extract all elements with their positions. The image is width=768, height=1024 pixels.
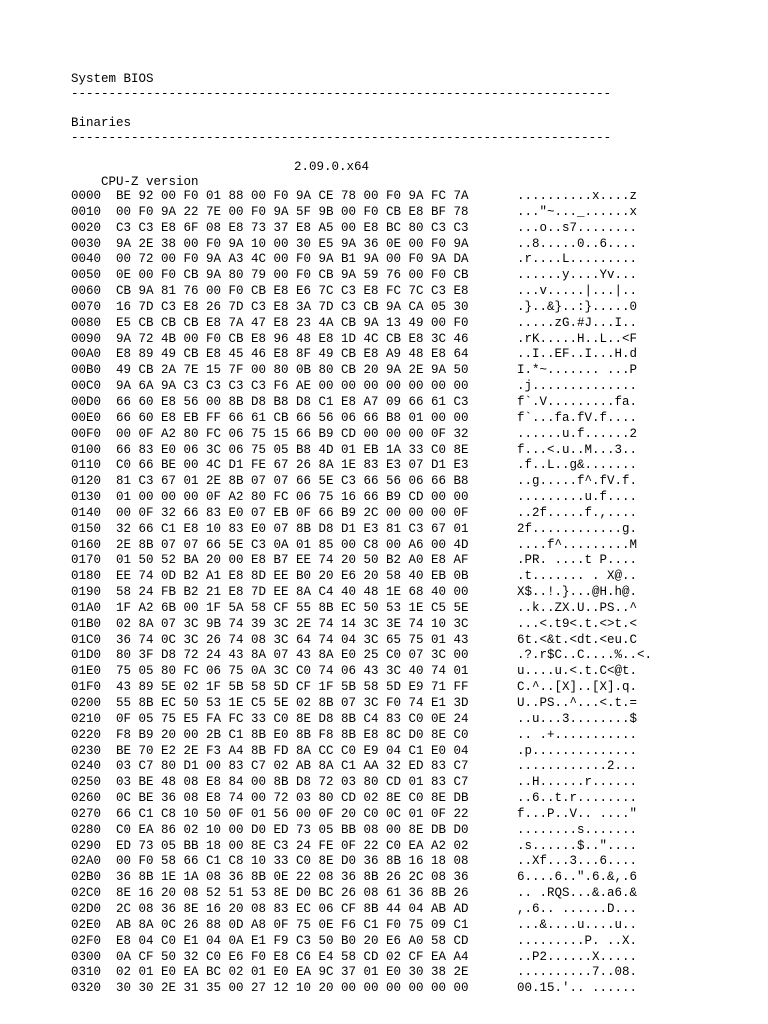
hex-ascii: ............2...	[517, 759, 638, 774]
hex-ascii: ...&....u....u..	[517, 917, 638, 932]
hex-ascii: f`...fa.fV.f....	[517, 410, 638, 425]
hex-row	[71, 934, 751, 950]
spacer	[71, 102, 751, 116]
hex-ascii: ..k..ZX.U..PS..^	[517, 600, 638, 615]
hex-bytes: E8 89 49 CB E8 45 46 E8 8F 49 CB E8 A9 48 E8 64	[116, 347, 469, 362]
hex-ascii: 6....6..".6.&,.6	[517, 870, 638, 885]
hex-address: 01B0	[71, 616, 102, 631]
hex-bytes: 00 72 00 F0 9A A3 4C 00 F0 9A B1 9A 00 F0 9A DA	[116, 252, 469, 267]
hex-row	[71, 490, 751, 506]
hex-row	[71, 458, 751, 474]
hex-bytes: 00 F0 58 66 C1 C8 10 33 C0 8E D0 36 8B 16 18 08	[116, 854, 469, 869]
hex-ascii: ..I..EF..I...H.d	[517, 347, 638, 362]
hex-row	[71, 712, 751, 728]
hex-ascii: ..........7..08.	[517, 965, 638, 980]
section-divider: ------------------------------------------------------------------------	[71, 87, 612, 101]
hex-ascii: ..Xf...3...6....	[517, 854, 638, 869]
hex-ascii: ..........x....z	[517, 189, 638, 203]
hex-bytes: 66 83 E0 06 3C 06 75 05 B8 4D 01 EB 1A 33 C0 8E	[116, 442, 469, 457]
hex-address: 01D0	[71, 648, 102, 663]
hex-ascii: .?.r$C..C....%..<.	[517, 648, 653, 663]
hex-address: 00D0	[71, 394, 102, 409]
hex-ascii: .s......$.."....	[517, 838, 638, 853]
hex-ascii: .........u.f....	[517, 490, 638, 505]
hex-row	[71, 506, 751, 522]
hex-address: 0070	[71, 299, 102, 314]
hex-row	[71, 443, 751, 459]
hex-address: 0060	[71, 284, 102, 299]
hex-bytes: 02 01 E0 EA BC 02 01 E0 EA 9C 37 01 E0 30 38 2E	[116, 965, 469, 980]
hex-ascii: ....f^.........M	[517, 537, 638, 552]
hex-row	[71, 538, 751, 554]
hex-ascii: ,.6.. ......D...	[517, 901, 638, 916]
hex-bytes: 16 7D C3 E8 26 7D C3 E8 3A 7D C3 CB 9A CA 05 30	[116, 299, 469, 314]
hex-bytes: ED 73 05 BB 18 00 8E C3 24 FE 0F 22 C0 EA A2 02	[116, 838, 469, 853]
hex-row	[71, 918, 751, 934]
hex-address: 02B0	[71, 870, 102, 885]
hex-bytes: EE 74 0D B2 A1 E8 8D EE B0 20 E6 20 58 40 EB 0B	[116, 569, 469, 584]
hex-address: 02E0	[71, 917, 102, 932]
hex-ascii: f...<.u..M...3..	[517, 442, 638, 457]
hex-bytes: 0A CF 50 32 C0 E6 F0 E8 C6 E4 58 CD 02 CF EA A4	[116, 949, 469, 964]
hex-bytes: 43 89 5E 02 1F 5B 58 5D CF 1F 5B 58 5D E9 71 FF	[116, 680, 469, 695]
hex-row	[71, 617, 751, 633]
hex-bytes: 0C BE 36 08 E8 74 00 72 03 80 CD 02 8E C0 8E DB	[116, 791, 469, 806]
hex-address: 0300	[71, 949, 102, 964]
hex-ascii: ..u...3........$	[517, 711, 638, 726]
hex-address: 00C0	[71, 379, 102, 394]
hex-bytes: C0 66 BE 00 4C D1 FE 67 26 8A 1E 83 E3 07 D1 E3	[116, 458, 469, 473]
hex-address: 0250	[71, 775, 102, 790]
hex-address: 01E0	[71, 664, 102, 679]
hex-row	[71, 522, 751, 538]
hex-row	[71, 316, 751, 332]
hex-row	[71, 411, 751, 427]
hex-ascii: ..8.....0..6....	[517, 236, 638, 251]
hex-row	[71, 759, 751, 775]
hex-address: 02F0	[71, 933, 102, 948]
hex-bytes: 55 8B EC 50 53 1E C5 5E 02 8B 07 3C F0 74 E1 3D	[116, 696, 469, 710]
hex-bytes: E8 04 C0 E1 04 0A E1 F9 C3 50 B0 20 E6 A0 58 CD	[116, 933, 469, 948]
hex-address: 0130	[71, 490, 102, 505]
hex-ascii: ...o..s7........	[517, 220, 638, 235]
hex-row	[71, 680, 751, 696]
hex-bytes: CB 9A 81 76 00 F0 CB E8 E6 7C C3 E8 FC 7C C3 E8	[116, 284, 469, 299]
section-divider: ------------------------------------------------------------------------	[71, 131, 612, 145]
hex-ascii: .t....... . X@..	[517, 569, 638, 584]
hex-bytes: 01 00 00 00 0F A2 80 FC 06 75 16 66 B9 CD 00 00	[116, 490, 469, 505]
hex-bytes: 00 F0 9A 22 7E 00 F0 9A 5F 9B 00 F0 CB E8 BF 78	[116, 204, 469, 219]
hex-bytes: 81 C3 67 01 2E 8B 07 07 66 5E C3 66 56 06 66 B8	[116, 474, 469, 489]
hex-ascii: ......y....Yv...	[517, 268, 638, 283]
hex-row	[71, 427, 751, 443]
hex-bytes: 9A 2E 38 00 F0 9A 10 00 30 E5 9A 36 0E 00 F0 9A	[116, 236, 469, 251]
hex-address: 0200	[71, 696, 102, 710]
hex-ascii: .....zG.#J...I..	[517, 315, 638, 330]
hex-ascii: ...<.t9<.t.<>t.<	[517, 616, 638, 631]
hex-bytes: 66 60 E8 56 00 8B D8 B8 D8 C1 E8 A7 09 66 61 C3	[116, 394, 469, 409]
hex-address: 01F0	[71, 680, 102, 695]
hex-bytes: 32 66 C1 E8 10 83 E0 07 8B D8 D1 E3 81 C3 67 01	[116, 521, 469, 536]
hex-ascii: 2f............g.	[517, 521, 638, 536]
hex-row	[71, 648, 751, 664]
hex-bytes: 01 50 52 BA 20 00 E8 B7 EE 74 20 50 B2 A0 E8 AF	[116, 553, 469, 568]
hex-row	[71, 870, 751, 886]
hex-row	[71, 553, 751, 569]
hex-ascii: .PR. ....t P....	[517, 553, 638, 568]
hex-row	[71, 252, 751, 268]
hex-address: 0180	[71, 569, 102, 584]
hex-row	[71, 807, 751, 823]
hex-row	[71, 981, 751, 997]
hex-bytes: BE 92 00 F0 01 88 00 F0 9A CE 78 00 F0 9A FC 7A	[116, 189, 469, 203]
hex-dump	[71, 189, 751, 997]
hex-row	[71, 363, 751, 379]
hex-bytes: 02 8A 07 3C 9B 74 39 3C 2E 74 14 3C 3E 74 10 3C	[116, 616, 469, 631]
hex-bytes: 66 C1 C8 10 50 0F 01 56 00 0F 20 C0 0C 01 0F 22	[116, 806, 469, 821]
hex-address: 0290	[71, 838, 102, 853]
hex-address: 0150	[71, 521, 102, 536]
hex-ascii: .}..&}..:}.....0	[517, 299, 638, 314]
hex-bytes: 0E 00 F0 CB 9A 80 79 00 F0 CB 9A 59 76 00 F0 CB	[116, 268, 469, 283]
hex-row	[71, 902, 751, 918]
hex-bytes: 49 CB 2A 7E 15 7F 00 80 0B 80 CB 20 9A 2E 9A 50	[116, 363, 469, 378]
hex-ascii: ..P2......X.....	[517, 949, 638, 964]
hex-ascii: ........s.......	[517, 822, 638, 837]
hex-ascii: .........P. ..X.	[517, 933, 638, 948]
hex-row	[71, 379, 751, 395]
hex-row	[71, 601, 751, 617]
hex-row	[71, 569, 751, 585]
hex-row	[71, 728, 751, 744]
hex-bytes: C0 EA 86 02 10 00 D0 ED 73 05 BB 08 00 8E DB D0	[116, 822, 469, 837]
hex-ascii: u....u.<.t.C<@t.	[517, 664, 638, 679]
hex-address: 0320	[71, 981, 102, 996]
hex-address: 00A0	[71, 347, 102, 362]
hex-row	[71, 823, 751, 839]
cpuz-version-row	[71, 160, 751, 189]
hex-row	[71, 268, 751, 284]
cpuz-version-value: 2.09.0.x64	[294, 160, 370, 174]
hex-bytes: 30 30 2E 31 35 00 27 12 10 20 00 00 00 00 00 00	[116, 981, 469, 996]
hex-row	[71, 474, 751, 490]
hex-bytes: 66 60 E8 EB FF 66 61 CB 66 56 06 66 B8 01 00 00	[116, 410, 469, 425]
hex-row	[71, 347, 751, 363]
hex-bytes: C3 C3 E8 6F 08 E8 73 37 E8 A5 00 E8 BC 80 C3 C3	[116, 220, 469, 235]
hex-row	[71, 965, 751, 981]
spacer	[71, 146, 751, 160]
hex-address: 0090	[71, 331, 102, 346]
hex-ascii: C.^..[X]..[X].q.	[517, 680, 638, 695]
hex-ascii: ......u.f......2	[517, 426, 638, 441]
hex-ascii: U..PS..^...<.t.=	[517, 696, 638, 710]
hex-address: 0120	[71, 474, 102, 489]
hex-bytes: 00 0F A2 80 FC 06 75 15 66 B9 CD 00 00 00 0F 32	[116, 426, 469, 441]
hex-address: 0040	[71, 252, 102, 267]
hex-address: 0140	[71, 505, 102, 520]
hex-bytes: 9A 6A 9A C3 C3 C3 C3 F6 AE 00 00 00 00 00 00 00	[116, 379, 469, 394]
hex-bytes: 9A 72 4B 00 F0 CB E8 96 48 E8 1D 4C CB E8 3C 46	[116, 331, 469, 346]
hex-address: 0230	[71, 743, 102, 758]
hex-row	[71, 395, 751, 411]
hex-address: 0310	[71, 965, 102, 980]
hex-address: 00F0	[71, 426, 102, 441]
hex-ascii: .. .RQS...&.a6.&	[517, 886, 638, 901]
report-page	[71, 72, 751, 997]
hex-address: 0160	[71, 537, 102, 552]
hex-row	[71, 221, 751, 237]
hex-address: 0080	[71, 315, 102, 330]
hex-ascii: .p..............	[517, 743, 638, 758]
hex-address: 00E0	[71, 410, 102, 425]
hex-bytes: 8E 16 20 08 52 51 53 8E D0 BC 26 08 61 36 8B 26	[116, 886, 469, 901]
hex-address: 0240	[71, 759, 102, 774]
hex-ascii: f...P..V.. ...."	[517, 806, 638, 821]
hex-bytes: AB 8A 0C 26 88 0D A8 0F 75 0E F6 C1 F0 75 09 C1	[116, 917, 469, 932]
section-title-binaries: Binaries	[71, 116, 132, 130]
hex-address: 0030	[71, 236, 102, 251]
hex-bytes: 0F 05 75 E5 FA FC 33 C0 8E D8 8B C4 83 C0 0E 24	[116, 711, 469, 726]
hex-row	[71, 664, 751, 680]
hex-row	[71, 839, 751, 855]
hex-address: 0220	[71, 727, 102, 742]
hex-bytes: 80 3F D8 72 24 43 8A 07 43 8A E0 25 C0 07 3C 00	[116, 648, 469, 663]
hex-row	[71, 205, 751, 221]
hex-ascii: .j..............	[517, 379, 638, 394]
hex-address: 0280	[71, 822, 102, 837]
hex-ascii: .r....L.........	[517, 252, 638, 267]
hex-row	[71, 791, 751, 807]
hex-row	[71, 886, 751, 902]
hex-ascii: ..2f.....f.,....	[517, 505, 638, 520]
hex-address: 02A0	[71, 854, 102, 869]
hex-address: 0270	[71, 806, 102, 821]
hex-address: 01A0	[71, 600, 102, 615]
hex-address: 0110	[71, 458, 102, 473]
hex-row	[71, 237, 751, 253]
hex-ascii: 6t.<&t.<dt.<eu.C	[517, 632, 638, 647]
hex-ascii: ..6..t.r........	[517, 791, 638, 806]
hex-ascii: .f..L..g&.......	[517, 458, 638, 473]
hex-bytes: 1F A2 6B 00 1F 5A 58 CF 55 8B EC 50 53 1E C5 5E	[116, 600, 469, 615]
hex-bytes: 03 BE 48 08 E8 84 00 8B D8 72 03 80 CD 01 83 C7	[116, 775, 469, 790]
hex-address: 0050	[71, 268, 102, 283]
hex-bytes: F8 B9 20 00 2B C1 8B E0 8B F8 8B E8 8C D0 8E C0	[116, 727, 469, 742]
hex-bytes: 00 0F 32 66 83 E0 07 EB 0F 66 B9 2C 00 00 00 0F	[116, 505, 469, 520]
hex-ascii: ..g.....f^.fV.f.	[517, 474, 638, 489]
hex-bytes: 36 8B 1E 1A 08 36 8B 0E 22 08 36 8B 26 2C 08 36	[116, 870, 469, 885]
hex-ascii: .rK.....H..L..<F	[517, 331, 638, 346]
hex-row	[71, 300, 751, 316]
hex-address: 0210	[71, 711, 102, 726]
hex-row	[71, 633, 751, 649]
hex-address: 00B0	[71, 363, 102, 378]
hex-address: 0190	[71, 585, 102, 600]
hex-ascii: ...v.....|...|..	[517, 284, 638, 299]
hex-bytes: 36 74 0C 3C 26 74 08 3C 64 74 04 3C 65 75 01 43	[116, 632, 469, 647]
hex-bytes: 58 24 FB B2 21 E8 7D EE 8A C4 40 48 1E 68 40 00	[116, 585, 469, 600]
hex-bytes: 03 C7 80 D1 00 83 C7 02 AB 8A C1 AA 32 ED 83 C7	[116, 759, 469, 774]
hex-bytes: E5 CB CB CB E8 7A 47 E8 23 4A CB 9A 13 49 00 F0	[116, 315, 469, 330]
hex-row	[71, 585, 751, 601]
hex-ascii: X$..!.}...@H.h@.	[517, 585, 638, 600]
hex-ascii: ..H......r......	[517, 775, 638, 790]
hex-bytes: BE 70 E2 2E F3 A4 8B FD 8A CC C0 E9 04 C1 E0 04	[116, 743, 469, 758]
hex-ascii: I.*~....... ...P	[517, 363, 638, 378]
hex-row	[71, 284, 751, 300]
hex-address: 0170	[71, 553, 102, 568]
hex-address: 0100	[71, 442, 102, 457]
section-title-system-bios: System BIOS	[71, 72, 154, 86]
hex-ascii: 00.15.'.. ......	[517, 981, 638, 996]
hex-row	[71, 744, 751, 760]
hex-row	[71, 189, 751, 205]
hex-address: 02D0	[71, 901, 102, 916]
hex-row	[71, 854, 751, 870]
hex-ascii: ..."~..._......x	[517, 204, 638, 219]
hex-bytes: 75 05 80 FC 06 75 0A 3C C0 74 06 43 3C 40 74 01	[116, 664, 469, 679]
hex-address: 02C0	[71, 886, 102, 901]
hex-address: 0000	[71, 189, 102, 203]
hex-bytes: 2E 8B 07 07 66 5E C3 0A 01 85 00 C8 00 A6 00 4D	[116, 537, 469, 552]
hex-address: 0260	[71, 791, 102, 806]
hex-address: 0020	[71, 220, 102, 235]
hex-address: 01C0	[71, 632, 102, 647]
cpuz-version-label: CPU-Z version	[101, 175, 199, 189]
hex-row	[71, 775, 751, 791]
hex-ascii: .. .+...........	[517, 727, 638, 742]
hex-address: 0010	[71, 204, 102, 219]
hex-bytes: 2C 08 36 8E 16 20 08 83 EC 06 CF 8B 44 04 AB AD	[116, 901, 469, 916]
hex-row	[71, 332, 751, 348]
hex-ascii: f`.V.........fa.	[517, 394, 638, 409]
hex-row	[71, 950, 751, 966]
hex-row	[71, 696, 751, 712]
